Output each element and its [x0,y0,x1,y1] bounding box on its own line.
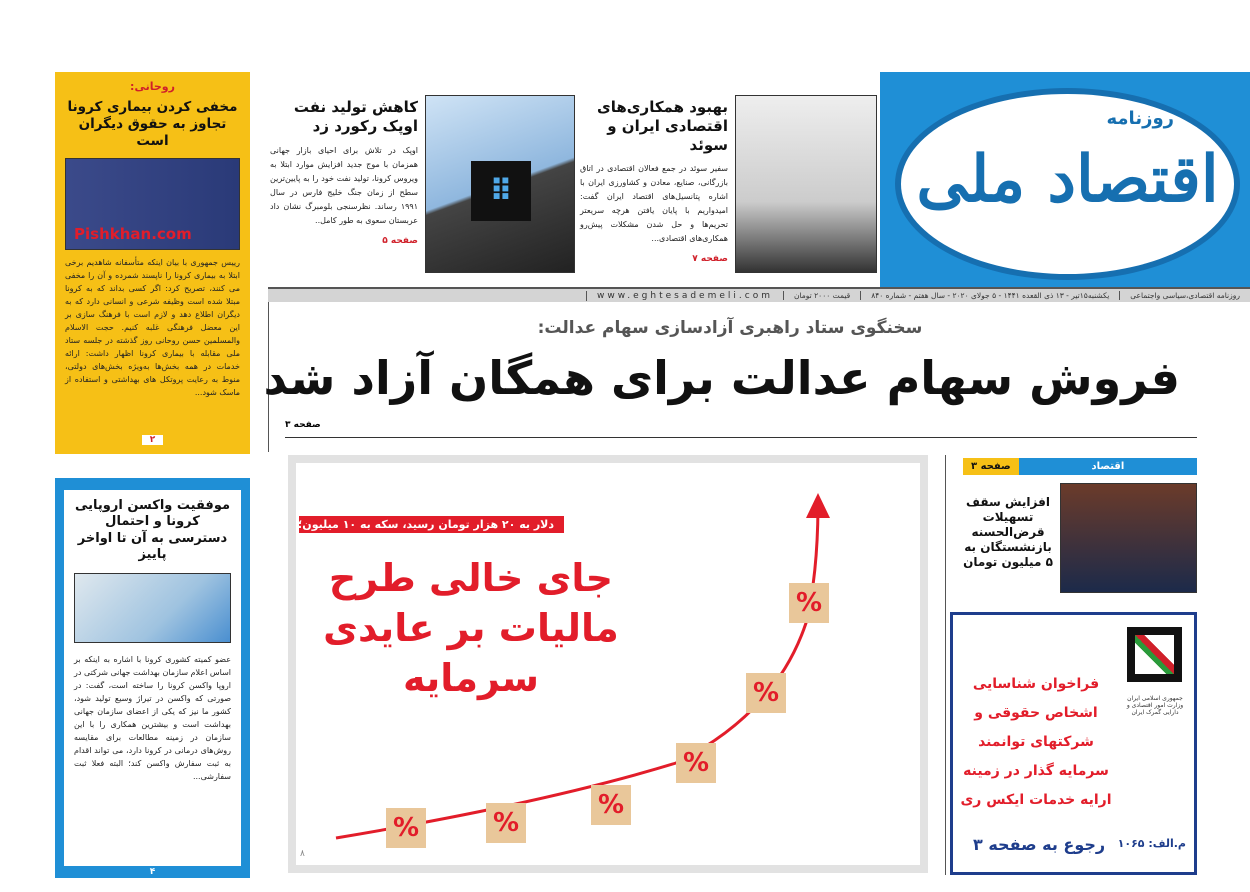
main-page-link[interactable]: صفحه ۳ [285,420,321,430]
page-link[interactable]: صفحه ۷ [692,254,728,265]
minister-photo [1060,483,1197,593]
advertisement[interactable] [950,612,1197,875]
main-kicker: سخنگوی ستاد راهبری آزادسازی سهام عدالت: [537,318,923,338]
story-title: بهبود همکاری‌های اقتصادی ایران و سوئد [597,98,728,154]
story-body: سفیر سوئد در جمع فعالان اقتصادی در اتاق بازرگانی، صنایع، معادن و کشاورزی ایران با اشاره پتانسیل‌های اقتصاد ایران گفت: امیدواریم با پایان یافتن هرچه سریعتر تحریم‌ها و حل شدن مشکلات پیش‌رو همکاری‌های اقتصادی... [580,164,728,244]
opec-photo [425,95,575,273]
top-story-2[interactable] [270,98,418,246]
percent-block: % [591,785,631,825]
section-page[interactable]: صفحه ۳ [963,458,1019,475]
percent-block: % [486,803,526,843]
newspaper-logo [895,88,1240,280]
rouhani-photo [65,158,240,250]
logo-name: اقتصاد ملی [916,142,1219,217]
divider [945,455,946,875]
page-link[interactable]: صفحه ۵ [382,235,418,246]
kicker: روحانی: [130,80,175,93]
sweden-meeting-photo [735,95,877,273]
story-title: موفقیت واکسن اروپایی کرونا و احتمال دسترسی به آن تا اواخر پاییز [74,498,231,562]
section-label: اقتصاد [1091,461,1125,472]
story-title: مخفی کردن بیماری کرونا تجاوز به حقوق دیگران است [67,99,238,149]
percent-block: % [746,673,786,713]
info-bar [268,287,1250,302]
page-number: ۴ [149,867,156,877]
ad-org: جمهوری اسلامی ایران وزارت امور اقتصادی و دارایی گمرک ایران [1126,695,1184,716]
story-title: کاهش تولید نفت اوپک رکورد زد [293,98,418,135]
vaccine-photo [74,573,231,643]
feature-headline: جای خالی طرح مالیات بر عایدی سرمایه [323,556,619,700]
percent-block: % [676,743,716,783]
feature-graphic[interactable] [288,455,928,873]
arrow-up-icon [806,493,830,518]
story-body: رییس جمهوری با بیان اینکه متأسفانه شاهدیم برخی ابتلا به بیماری کرونا را ناپسند شمرده و آن را مخفی می کنند، تصریح کرد: اگر کسی بداند که به کرونا مبتلا شده است وظیفه شرعی و انسانی دارد که به دیگران اطلاع دهد و لازم است با فرهنگ سازی بر این معضل فرهنگی غلبه کنیم. حجت الاسلام والمسلمین حسن روحانی روز گذشته در جلسه ستاد ملی مقابله با بیماری کرونا اظهار داشت: ارائه خدمات در همه بخش‌ها به‌ویژه بخش‌های دولتی، منوط به رعایت پروتکل های بهداشتی و استفاده از ماسک شود... [65,257,240,397]
feature-page: ۸ [300,849,305,859]
page-number: ۲ [142,435,164,445]
story-body: اوپک در تلاش برای احیای بازار جهانی همزمان با موج جدید افزایش موارد ابتلا به ویروس کرونا، تولید نفت خود را به پایین‌ترین سطح از زمان جنگ خلیج فارس در سال ۱۹۹۱ رساند. نظرسنجی بلومبرگ نشان داد عربستان سعوی به طور کامل.. [270,145,418,225]
feature-kicker: دلار به ۲۰ هزار تومان رسید، سکه به ۱۰ میلیون؛ [299,516,564,533]
logo-small-text: روزنامه [1106,108,1174,129]
customs-logo-icon [1127,627,1182,682]
story-body: عضو کمیته کشوری کرونا با اشاره به اینکه بر اساس اعلام سازمان بهداشت جهانی شرکتی در اروپا واکسن کرونا را ساخته است، گفت: در صورتی که واکسن در تیراژ وسیع تولید شود، کشور ما نیز که یکی از اعضای سازمان جهانی بهداشت است و بیشترین همکاری را با این سازمان در زمینه مطالعات برای مقایسه روش‌های درمانی در کرونا دارد، می تواند اقدام به ثبت سفارش واکسن کند؛ البته فعلا ثبت سفارشی... [73,655,231,781]
watermark: Pishkhan.com [74,224,192,243]
website-link[interactable]: www.eghtesademeli.com [586,291,783,301]
main-headline[interactable]: فروش سهام عدالت برای همگان آزاد شد [263,351,1180,405]
section-bar [963,458,1197,475]
left-bottom-story[interactable] [55,478,250,878]
issue-date: یکشنبه۱۵تیر - ۱۳ ذی القعده ۱۴۴۱ - ۵ جولای ۲۰۲۰ - سال هفتم - شماره ۸۴۰ [860,291,1119,300]
ad-ref: م.الف: ۱۰۶۵ [1117,837,1186,850]
opec-logo-icon: ⠿ [471,161,531,221]
percent-block: % [789,583,829,623]
paper-type: روزنامه اقتصادی،سیاسی واجتماعی [1119,291,1250,300]
top-story-1[interactable] [580,98,728,264]
percent-block: % [386,808,426,848]
right-story-title[interactable]: افزایش سقف تسهیلات قرض‌الحسنه بازنشستگان به ۵ میلیون تومان [963,495,1053,569]
ad-text: فراخوان شناسایی اشخاص حقوقی و شرکتهای توانمند سرمایه گذار در زمینه ارایه خدمات ایکس ری [960,676,1112,808]
ad-link[interactable]: رجوع به صفحه ۳ [973,835,1106,854]
price: قیمت ۲۰۰۰ تومان [783,291,860,300]
divider [285,437,1197,438]
left-top-story[interactable] [55,72,250,454]
